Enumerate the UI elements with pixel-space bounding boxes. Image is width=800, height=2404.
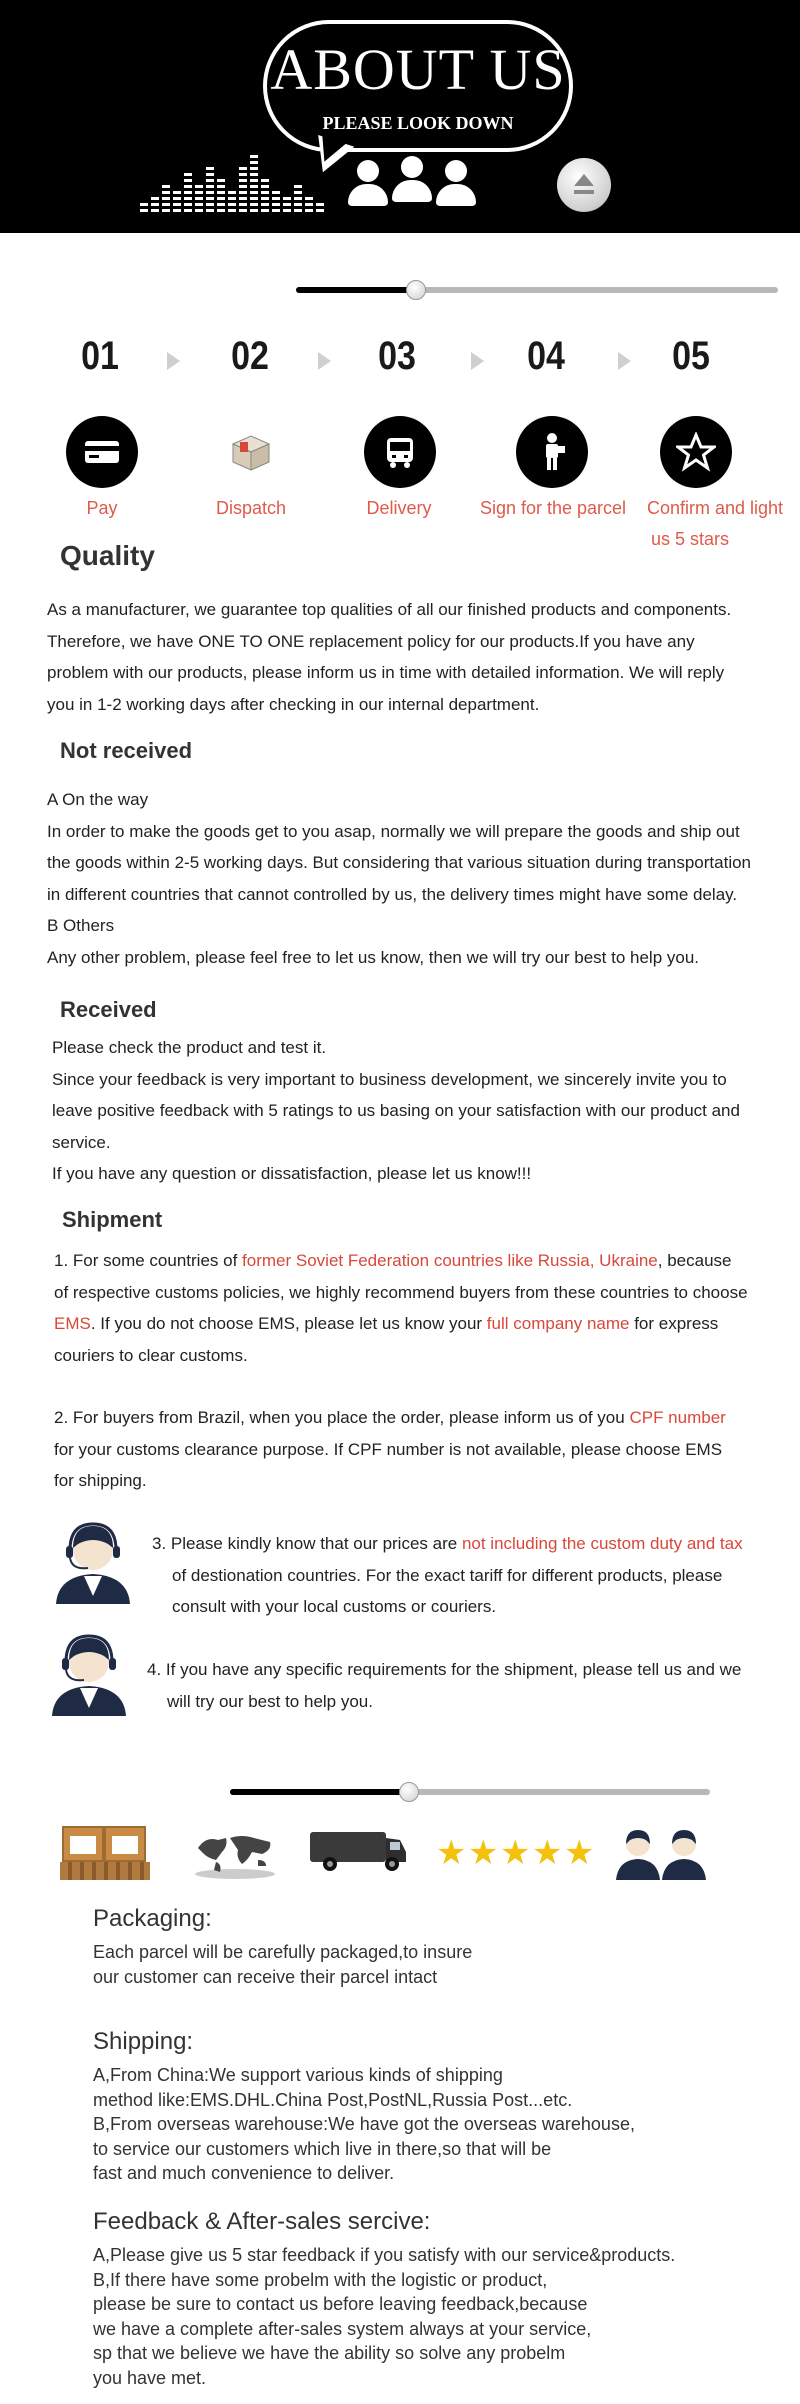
text-line: sp that we believe we have the ability so solve any probelm — [93, 2343, 566, 2363]
quality-text — [47, 594, 787, 720]
customer-support-team-icon — [612, 1824, 708, 1885]
text-line: we have a complete after-sales system always at your service, — [93, 2318, 592, 2339]
text-line: you in 1-2 working days after checking in our internal department. — [47, 694, 540, 714]
rating-star-icon: ★ — [436, 1834, 467, 1872]
text-line: Therefore, we have ONE TO ONE replacement policy for our products.If you have any — [47, 631, 695, 651]
step-label-delivery: Delivery — [366, 498, 432, 518]
step-label-pay: Pay — [86, 498, 118, 518]
text-line: in different countries that cannot controlled by us, the delivery times might have some delay. — [47, 884, 738, 904]
text-line: A,Please give us 5 star feedback if you satisfy with our service&products. — [93, 2245, 676, 2265]
text-line: 3. Please kindly know that our prices are not including the custom duty and tax — [152, 1534, 743, 1553]
quality-title: Quality — [60, 540, 155, 571]
text-line: you have met. — [93, 2367, 207, 2388]
packaging-title: Packaging: — [93, 1905, 212, 1932]
text-line: problem with our products, please inform us in time with detailed information. We will reply — [47, 663, 725, 682]
shipment-paragraph-1 — [54, 1245, 794, 1371]
progress-slider-knob — [399, 1782, 419, 1802]
text-line: for shipping. — [54, 1471, 147, 1490]
shipping-title: Shipping: — [93, 2028, 194, 2055]
delivery-van-icon — [306, 1826, 410, 1881]
text-line: A,From China:We support various kinds of shipping — [93, 2065, 503, 2085]
feedback-title: Feedback & After-sales sercive: — [93, 2208, 431, 2235]
pallet-icon — [60, 1862, 150, 1880]
text-line: B Others — [47, 916, 115, 935]
step-number: 03 — [378, 334, 416, 378]
received-text — [52, 1032, 792, 1190]
step-number: 01 — [81, 334, 119, 378]
shipment-title: Shipment — [62, 1207, 163, 1232]
text-line: A On the way — [47, 790, 149, 809]
truck-icon — [364, 416, 436, 488]
package-box-icon — [104, 1826, 146, 1862]
packaging-text — [93, 1940, 753, 1989]
text-line: of destionation countries. For the exact tariff for different products, please — [172, 1565, 723, 1585]
star-icon — [660, 416, 732, 488]
rating-star-icon: ★ — [564, 1834, 595, 1872]
text-line: the goods within 2-5 working days. But considering that various situation during transportation — [47, 853, 752, 872]
arrow-right-icon — [618, 352, 631, 370]
step-number: 02 — [231, 334, 269, 378]
banner-title: ABOUT US — [270, 37, 566, 102]
shipment-paragraph-4 — [147, 1654, 792, 1717]
text-line: In order to make the goods get to you asap, normally we will prepare the goods and ship out — [47, 821, 740, 841]
open-box-icon — [215, 416, 287, 488]
not-received-title: Not received — [60, 738, 193, 763]
text-line: couriers to clear customs. — [54, 1345, 248, 1365]
step-label-sign: Sign for the parcel — [479, 498, 627, 518]
rating-star-icon: ★ — [468, 1834, 499, 1872]
rating-star-icon: ★ — [532, 1834, 563, 1872]
text-line: will try our best to help you. — [167, 1691, 373, 1711]
text-line: consult with your local customs or couriers. — [172, 1597, 497, 1616]
text-line: EMS. If you do not choose EMS, please let us know your full company name for express — [54, 1314, 719, 1333]
feedback-text — [93, 2243, 753, 2390]
text-line: B,If there have some probelm with the logistic or product, — [93, 2269, 548, 2290]
customer-support-avatar-icon — [48, 1518, 138, 1609]
text-line: Since your feedback is very important to business development, we sincerely invite you to — [52, 1069, 727, 1089]
rating-star-icon: ★ — [500, 1834, 531, 1872]
customer-support-avatar-icon — [44, 1630, 134, 1721]
text-line: method like:EMS.DHL.China Post,PostNL,Russia Post...etc. — [93, 2089, 573, 2110]
text-line: If you have any question or dissatisfaction, please let us know!!! — [52, 1164, 532, 1183]
text-line: 1. For some countries of former Soviet Federation countries like Russia, Ukraine, because — [54, 1251, 732, 1270]
text-line: Each parcel will be carefully packaged,to insure — [93, 1942, 473, 1962]
world-map-icon — [192, 1830, 278, 1885]
progress-slider-fill — [296, 287, 416, 293]
about-us-banner — [0, 0, 800, 233]
text-line: to service our customers which live in there,so that will be — [93, 2138, 552, 2159]
progress-slider-knob — [406, 280, 426, 300]
progress-slider-fill — [230, 1789, 408, 1795]
shipment-paragraph-2 — [54, 1402, 794, 1497]
arrow-right-icon — [167, 352, 180, 370]
not-received-text — [47, 784, 787, 973]
shipping-text — [93, 2063, 753, 2186]
arrow-right-icon — [318, 352, 331, 370]
banner-subtitle: PLEASE LOOK DOWN — [322, 113, 514, 133]
step-label-dispatch: Dispatch — [215, 498, 287, 518]
text-line: As a manufacturer, we guarantee top qualities of all our finished products and components. — [47, 600, 732, 619]
received-title: Received — [60, 997, 157, 1022]
text-line: of respective customs policies, we highly recommend buyers from these countries to choose — [54, 1282, 748, 1302]
step-label-confirm-line2: us 5 stars — [650, 529, 730, 549]
step-label-confirm: Confirm and light — [646, 498, 784, 518]
text-line: 4. If you have any specific requirements for the shipment, please tell us and we — [147, 1660, 742, 1679]
text-line: our customer can receive their parcel intact — [93, 1966, 438, 1987]
text-line: fast and much convenience to deliver. — [93, 2163, 395, 2183]
package-box-icon — [62, 1826, 104, 1862]
step-number: 04 — [527, 334, 565, 378]
text-line: for your customs clearance purpose. If CPF number is not available, please choose EMS — [54, 1439, 723, 1459]
text-line: service. — [52, 1132, 111, 1152]
shipment-paragraph-3 — [152, 1528, 792, 1623]
equalizer-bars-icon — [140, 150, 350, 212]
step-number: 05 — [672, 334, 710, 378]
text-line: leave positive feedback with 5 ratings to us basing on your satisfaction with our product and — [52, 1101, 740, 1120]
text-line: B,From overseas warehouse:We have got the overseas warehouse, — [93, 2114, 635, 2134]
text-line: Any other problem, please feel free to let us know, then we will try our best to help you. — [47, 947, 700, 967]
text-line: 2. For buyers from Brazil, when you place the order, please inform us of you CPF number — [54, 1408, 726, 1427]
text-line: please be sure to contact us before leaving feedback,because — [93, 2294, 588, 2314]
credit-card-icon — [66, 416, 138, 488]
eject-button-icon — [557, 158, 611, 212]
text-line: Please check the product and test it. — [52, 1038, 327, 1057]
arrow-right-icon — [471, 352, 484, 370]
person-sign-icon — [516, 416, 588, 488]
